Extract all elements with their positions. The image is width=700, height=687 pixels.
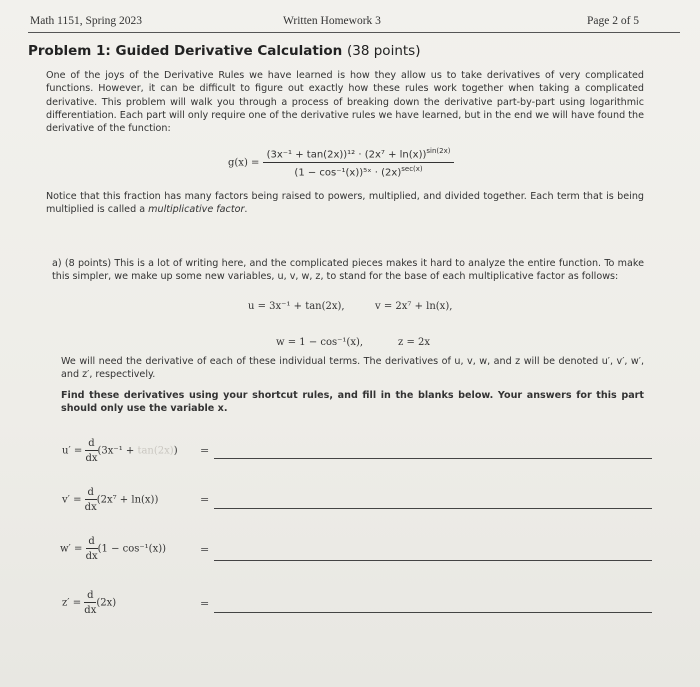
page-number: Page 2 of 5 [587,15,640,27]
w-prime-answer-blank[interactable] [214,560,652,561]
z-prime-answer-blank[interactable] [214,612,652,613]
part-a-intro: a) (8 points) This is a lot of writing here, and the complicated pieces makes it hard to analyze the entire function. To make this simpler, we make up some new variables, u, v, w, z, to stand for the base of each multiplicative factor as follows: [52,258,644,283]
part-a-instruction: Find these derivatives using your shortcut rules, and fill in the blanks below. Your answers for this part should only use the variable x. [61,390,644,415]
u-prime-equals: = [200,444,210,457]
u-prime-expression: u′ = $\frac{d}{dx}$ (3x⁻¹ + tan(2x)) [62,438,178,464]
notice-text: Notice that this fraction has many factors being raised to powers, multiplied, and divided together. Each term that is being multiplied is called a multiplicative factor. [46,191,644,216]
d-dx-operator: $\frac{d}{dx}$ [85,438,98,464]
multiplicative-factor-term: multiplicative factor [148,204,245,216]
z-prime-equals: = [200,597,210,610]
u-prime-answer-blank[interactable] [214,458,652,459]
assignment-title: Written Homework 3 [283,15,381,27]
z-prime-expression: z′ = $\frac{d}{dx}$ (2x) [62,590,117,616]
d-dx-operator: $\frac{d}{dx}$ [84,590,97,616]
w-definition: w = 1 − cos⁻¹(x), [276,337,364,348]
w-prime-equals: = [200,543,210,556]
course-name: Math 1151, Spring 2023 [30,15,143,27]
problem-points: (38 points) [347,43,421,59]
v-prime-equals: = [200,493,210,506]
u-definition: u = 3x⁻¹ + tan(2x), [248,301,345,312]
v-prime-answer-blank[interactable] [214,508,652,509]
d-dx-operator: $\frac{d}{dx}$ [85,536,98,562]
v-definition: v = 2x⁷ + ln(x), [375,301,453,312]
function-denominator: (1 − cos⁻¹(x))⁵ˣ · $(2x)^{sec(x)}$ [294,165,423,179]
derivatives-explanation: We will need the derivative of each of these individual terms. The derivatives of u, v, w, and z will be denoted u′, v′, w′, and z′, respectively. [61,356,644,381]
problem-title-text: Problem 1: Guided Derivative Calculation [28,43,343,59]
function-fraction [263,147,455,179]
header-divider [28,32,680,33]
function-definition [228,147,454,179]
v-prime-expression: v′ = $\frac{d}{dx}$ (2x⁷ + ln(x)) [62,487,159,513]
problem-intro: One of the joys of the Derivative Rules we have learned is how they allow us to take derivatives of very complicated functions. However, it can be difficult to figure out exactly how these rules work together when taking a complicated derivative. This problem will walk you through a process of breaking down the derivative part-by-part using logarithmic differentiation. Each part will only require one of the derivative rules we have learned, but in the end we will have found the derivative of the function: [46,70,644,135]
problem-title [28,43,420,59]
d-dx-operator: $\frac{d}{dx}$ [84,487,97,513]
w-prime-expression: w′ = $\frac{d}{dx}$ (1 − cos⁻¹(x)) [60,536,167,562]
z-definition: z = 2x [398,337,431,348]
function-lhs: g(x) = [228,157,260,169]
function-numerator: $(3x^{-1} + \tan(2x))^{12} \cdot (2x^7 + \ln(x))^{sin(2x)}$ [263,147,455,163]
